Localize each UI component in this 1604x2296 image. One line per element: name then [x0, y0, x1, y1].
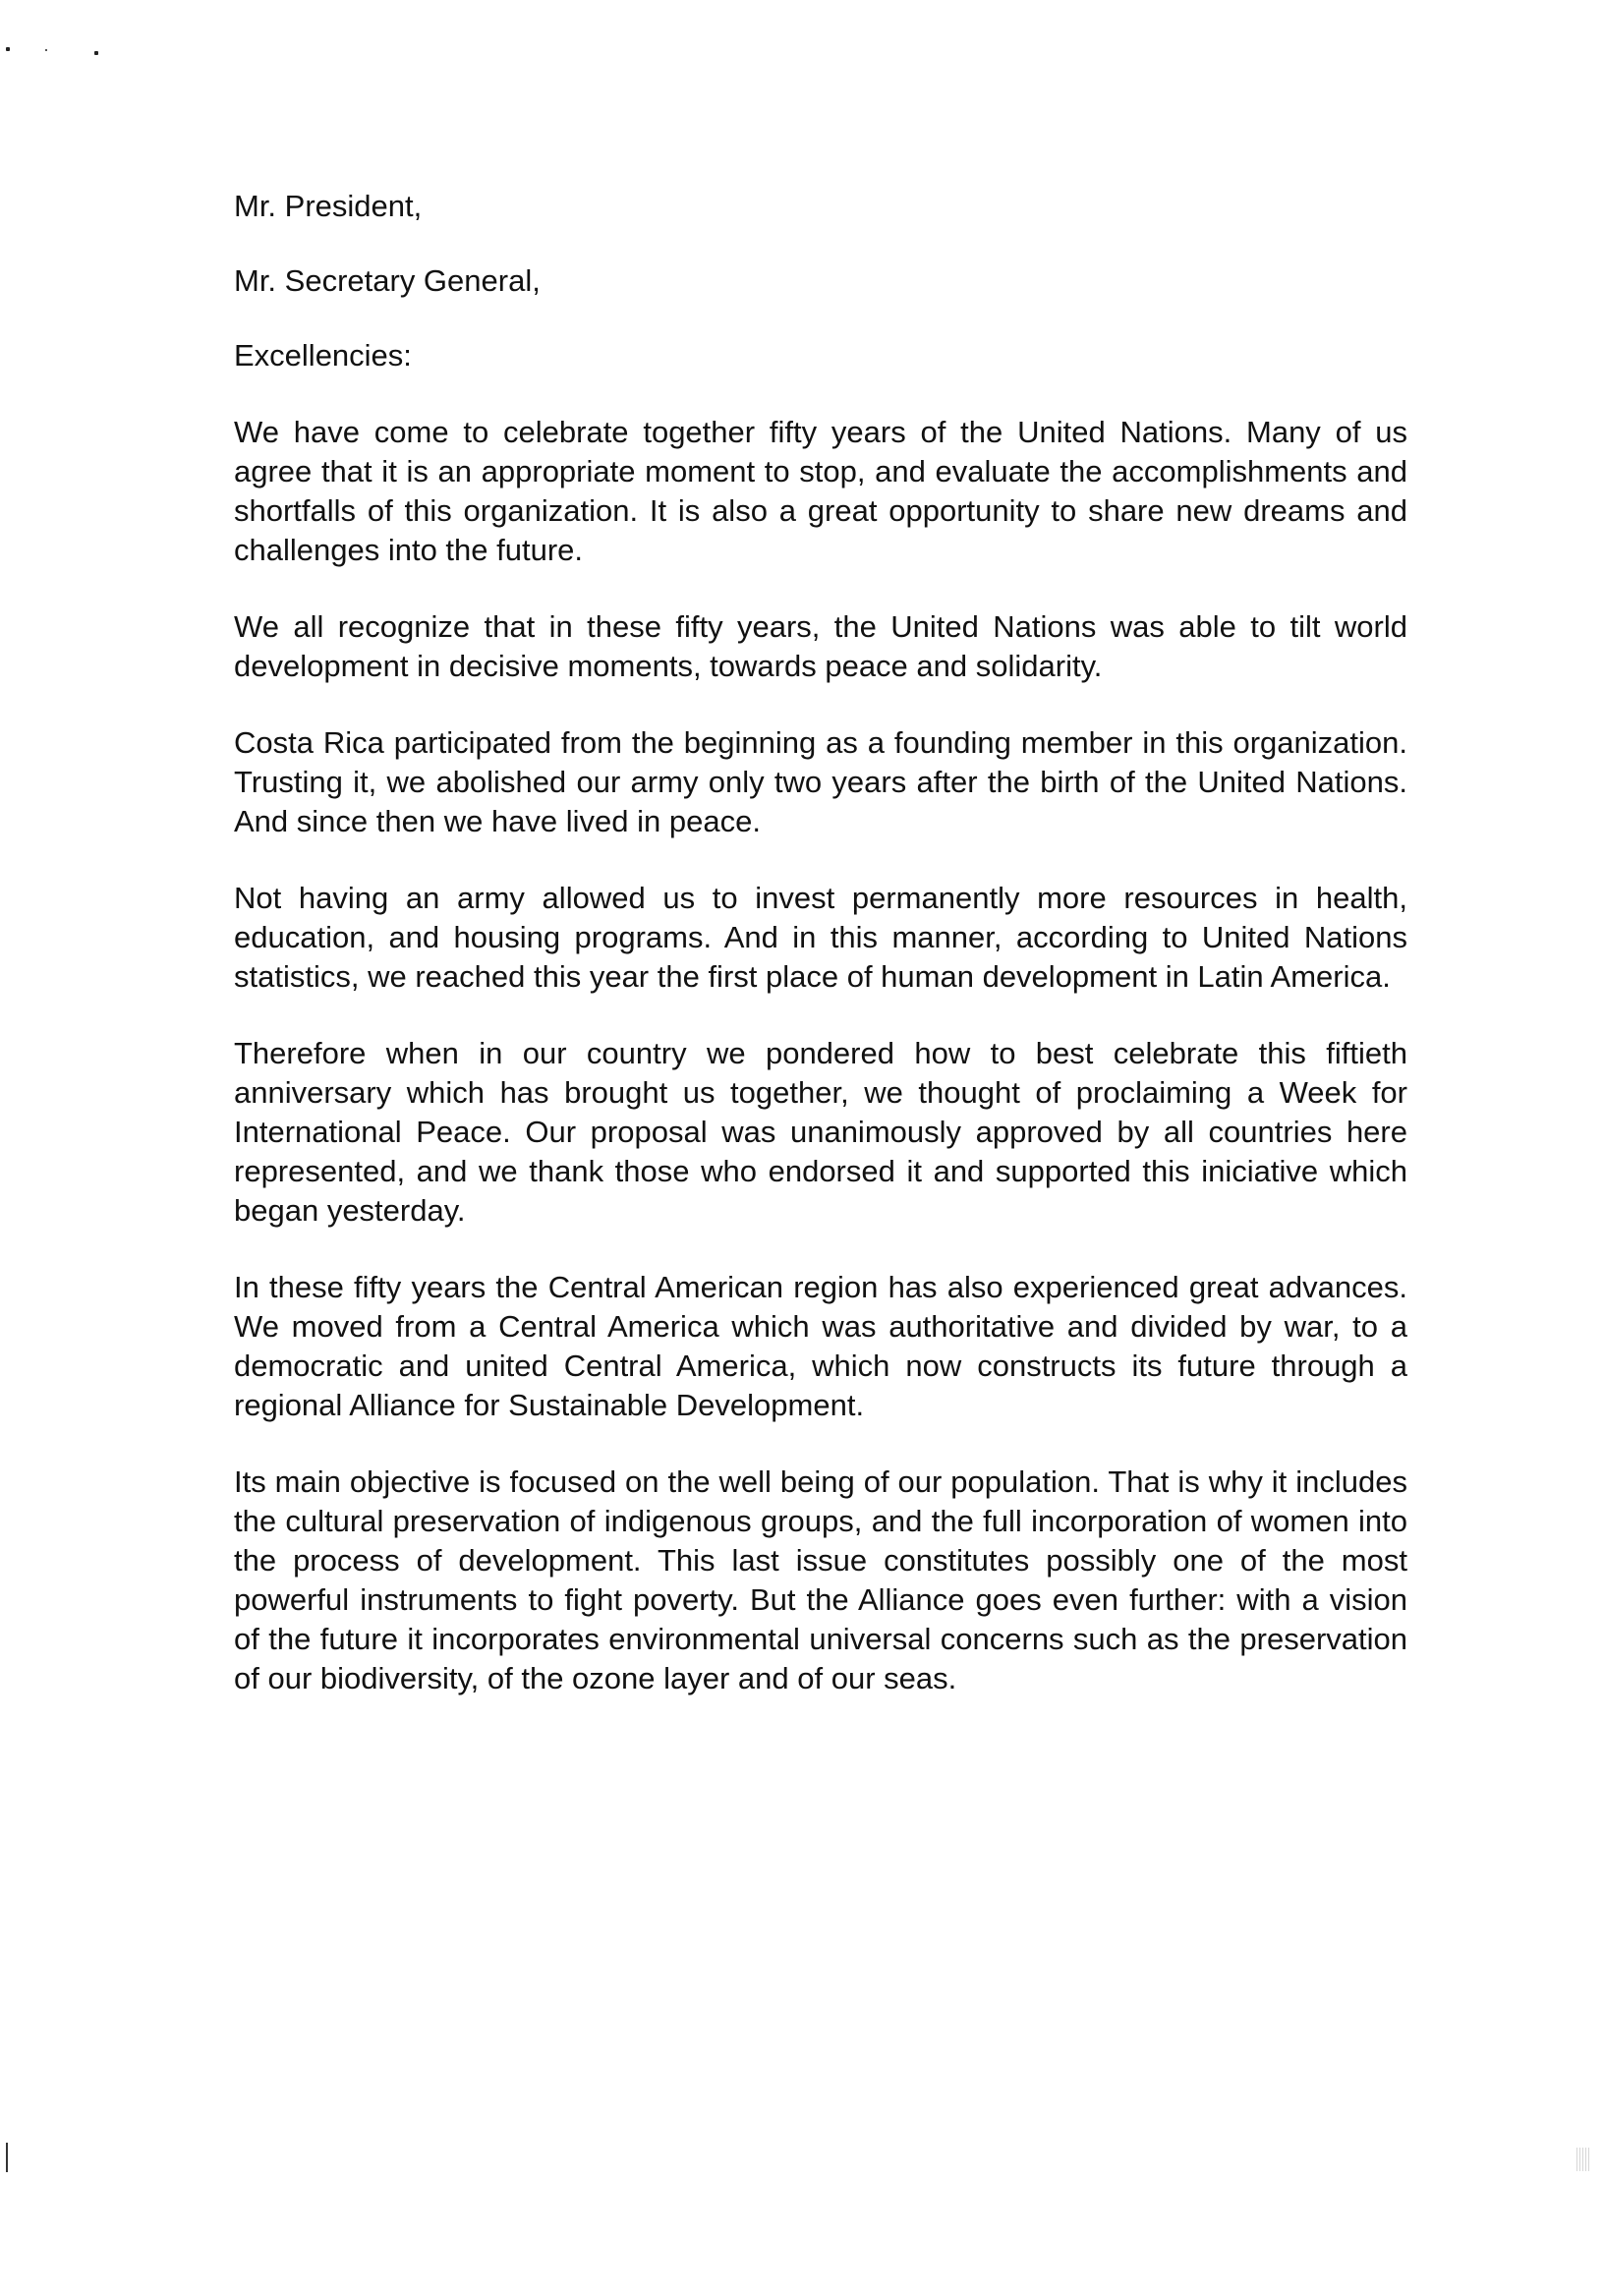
paragraph-main-objective: Its main objective is focused on the well being of our population. That is why it includes the cultural preservation of indigenous groups, and the full incorporation of women into the process of development. This last issue constitutes possibly one of the most powerful instruments to fight poverty. But the Alliance goes even further: with a vision of the future it incorporates environmental universal concerns such as the preservation of our biodiversity, of the ozone layer and of our seas. [234, 1464, 1407, 1695]
paragraph-central-america: In these fifty years the Central American region has also experienced great advances. We moved from a Central America which was authoritative and divided by war, to a democratic and united Central America, which now constructs its future through a regional Alliance for Sustainable Development. [234, 1270, 1407, 1422]
paragraph-recognition: We all recognize that in these fifty years, the United Nations was able to tilt world development in decisive moments, towards peace and solidarity. [234, 609, 1407, 683]
letter-body [234, 187, 1407, 1736]
paragraph-celebration: We have come to celebrate together fifty years of the United Nations. Many of us agree that it is an appropriate moment to stop, and evaluate the accomplishments and shortfalls of this organization. It is also a great opportunity to share new dreams and challenges into the future. [234, 415, 1407, 567]
scan-dot [45, 49, 47, 51]
scan-dot [94, 51, 98, 55]
paragraph-week-for-peace: Therefore when in our country we pondered how to best celebrate this fiftieth anniversary which has brought us together, we thought of proclaiming a Week for International Peace. Our proposal was unanimously approved by all countries here represented, and we thank those who endorsed it and supported this iniciative which began yesterday. [234, 1036, 1407, 1228]
salutation-excellencies: Excellencies: [234, 338, 412, 373]
scan-corner-mark [1576, 2148, 1590, 2171]
scan-edge-line [6, 2143, 8, 2172]
scan-artifact-marks [0, 47, 118, 57]
salutation-president: Mr. President, [234, 189, 423, 223]
paragraph-no-army: Not having an army allowed us to invest permanently more resources in health, education, and housing programs. And in this manner, according to United Nations statistics, we reached this year the first place of human development in Latin America. [234, 881, 1407, 994]
scan-dot [6, 47, 10, 51]
paragraph-costa-rica: Costa Rica participated from the beginning as a founding member in this organization. Trusting it, we abolished our army only two years after the birth of the United Nations. And since then we have lived in peace. [234, 725, 1407, 838]
salutation-secretary-general: Mr. Secretary General, [234, 263, 541, 298]
